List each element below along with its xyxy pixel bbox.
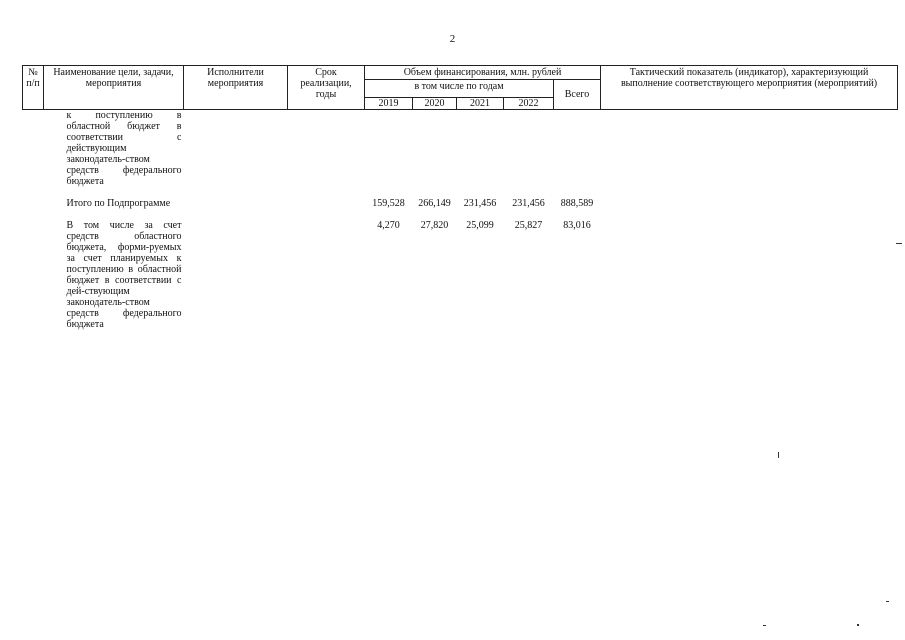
scan-speck [778, 452, 779, 458]
table-row [23, 198, 898, 209]
scan-speck [886, 601, 889, 602]
header-by-years: в том числе по годам [365, 80, 554, 98]
row-value-total: 83,016 [563, 220, 591, 231]
funding-table [22, 65, 898, 330]
row-value-2021: 25,099 [466, 220, 494, 231]
row-value-2020: 27,820 [420, 220, 449, 231]
scan-speck [896, 243, 902, 244]
row-value-2022: 25,827 [514, 220, 543, 231]
row-value-2019 [365, 110, 413, 188]
row-name: Итого по Подпрограмме [66, 198, 171, 209]
header-num: № п/п [23, 66, 44, 110]
scan-speck [857, 624, 859, 626]
table-row [23, 220, 898, 330]
header-total: Всего [554, 80, 601, 110]
header-indicator: Тактический показатель (индикатор), характеризующий выполнение соответствующего мероприятия (мероприятий) [601, 66, 898, 110]
header-name: Наименование цели, задачи, мероприятия [44, 66, 184, 110]
header-year-2020: 2020 [413, 98, 457, 110]
header-term: Срок реализации, годы [288, 66, 365, 110]
row-value-2022 [504, 110, 554, 188]
header-funding: Объем финансирования, млн. рублей [365, 66, 601, 80]
scan-speck [763, 625, 766, 626]
header-executors: Исполнители мероприятия [184, 66, 288, 110]
row-value-2021: 231,456 [463, 198, 497, 209]
header-year-2022: 2022 [504, 98, 554, 110]
row-value-2021 [457, 110, 504, 188]
row-value-total: 888,589 [560, 198, 594, 209]
row-value-2022: 231,456 [512, 198, 545, 209]
header-year-2019: 2019 [365, 98, 413, 110]
table-row [23, 110, 898, 188]
row-value-2020 [413, 110, 457, 188]
row-value-2019: 159,528 [372, 198, 405, 209]
row-value-total [554, 110, 601, 188]
header-year-2021: 2021 [457, 98, 504, 110]
page-number: 2 [449, 33, 456, 45]
row-name: к поступлению в областной бюджет в соответствии с действующим законодатель-ством средств федерального бюджета [66, 110, 182, 187]
row-value-2020: 266,149 [418, 198, 451, 209]
row-name: В том числе за счет средств областного бюджета, форми-руемых за счет планируемых к поступлению в областной бюджет в соответствии с дей-ствующим законодатель-ством средств федерального бюджета [66, 220, 182, 330]
row-value-2019: 4,270 [377, 220, 400, 231]
